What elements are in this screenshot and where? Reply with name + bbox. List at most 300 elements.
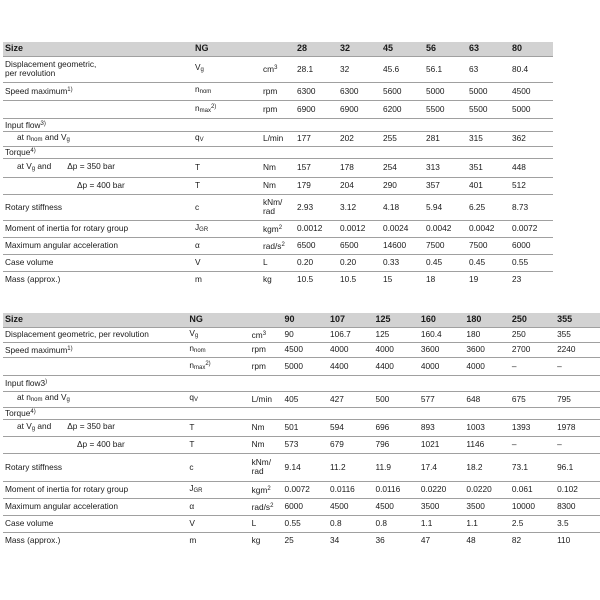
value-cell (328, 436, 373, 453)
value: 594 (330, 422, 344, 432)
value-cell (464, 375, 510, 391)
value-cell (510, 453, 555, 481)
label-text: Speed maximum (5, 344, 68, 355)
value: 8300 (557, 501, 576, 511)
row-unit (261, 100, 295, 118)
value: 5000 (512, 103, 531, 114)
value-cell (555, 436, 600, 453)
value-cell (467, 194, 510, 220)
value: 6000 (512, 240, 531, 250)
value: 0.8 (330, 518, 342, 528)
header-col (338, 42, 381, 56)
value-cell (510, 146, 553, 158)
value: 3500 (466, 501, 485, 511)
value-cell (328, 342, 373, 357)
row-symbol (187, 375, 249, 391)
value: 6500 (340, 240, 359, 250)
value: 500 (375, 393, 390, 404)
value-cell (467, 220, 510, 237)
unit: rpm (251, 344, 266, 354)
pressure-label: Δp = 400 bar (77, 439, 125, 449)
value: 110 (557, 535, 571, 546)
value-cell (295, 158, 338, 177)
value-cell (373, 515, 418, 532)
unit-sup: 2 (278, 224, 283, 231)
table-row (3, 532, 600, 549)
value: 5500 (426, 103, 445, 114)
table-row (3, 419, 600, 436)
table-row (3, 177, 553, 194)
value: 1.1 (420, 518, 433, 528)
symbol: α (189, 501, 195, 511)
table-row (3, 82, 553, 100)
value: 795 (557, 393, 571, 404)
value-cell (464, 357, 510, 375)
value: 5600 (383, 85, 402, 96)
value: 10.5 (340, 274, 357, 285)
value: 45.6 (383, 63, 400, 74)
row-symbol (193, 131, 261, 146)
header-size (3, 313, 187, 327)
unit-sup: 2 (270, 502, 274, 509)
row-label (3, 436, 187, 453)
value-cell (373, 498, 418, 515)
unit: L/min (251, 393, 272, 404)
header-col (510, 42, 553, 56)
value: 18.2 (466, 461, 483, 472)
value: 0.45 (426, 257, 443, 267)
value-cell (467, 254, 510, 271)
value-cell (419, 391, 465, 407)
value: 180 (466, 329, 481, 339)
header-ng (187, 313, 249, 327)
symbol-sub: g (194, 332, 199, 339)
size-value: 32 (340, 43, 351, 54)
footnote-ref: 4) (30, 148, 36, 154)
value: 179 (297, 180, 311, 190)
value: 4500 (284, 344, 303, 354)
value-cell (424, 146, 467, 158)
row-label (3, 391, 187, 407)
label-text: Displacement geometric, per revolution (5, 329, 149, 339)
value: 48 (466, 535, 476, 546)
symbol: T (189, 439, 195, 449)
value-cell (424, 131, 467, 146)
value-cell (419, 436, 465, 453)
size-value: 160 (420, 314, 436, 325)
table-row (3, 194, 553, 220)
unit-sup: 2 (267, 485, 271, 492)
value: 448 (512, 162, 526, 172)
value: 14600 (383, 240, 407, 250)
footnote-ref: 1) (67, 345, 73, 352)
row-unit (261, 271, 295, 288)
unit: Nm (263, 162, 276, 172)
symbol: V (195, 257, 201, 267)
value: 0.33 (383, 257, 400, 267)
row-symbol (193, 56, 261, 82)
value-cell (510, 237, 553, 254)
value-cell (338, 100, 381, 118)
unit: kNm/ (251, 457, 271, 467)
label-text: Moment of inertia for rotary group (5, 484, 129, 494)
value: 178 (340, 162, 354, 172)
value: 4000 (420, 360, 440, 371)
value-cell (295, 82, 338, 100)
value-cell (381, 56, 424, 82)
row-unit (250, 342, 283, 357)
row-symbol (187, 436, 249, 453)
value: 5000 (469, 85, 488, 96)
value: 427 (330, 393, 344, 404)
row-symbol (187, 532, 249, 549)
value-cell (555, 375, 600, 391)
value: 10.5 (297, 274, 314, 285)
value: 6900 (340, 103, 359, 114)
value-cell (338, 131, 381, 146)
value-cell (424, 220, 467, 237)
value: 2240 (557, 344, 576, 354)
row-symbol (187, 407, 249, 419)
value-cell (419, 375, 465, 391)
label-line: Displacement geometric, (5, 59, 97, 69)
value-cell (381, 177, 424, 194)
value: 10000 (511, 501, 535, 511)
row-unit (261, 194, 295, 220)
value-cell (467, 118, 510, 131)
value-cell (283, 436, 329, 453)
value: 202 (340, 133, 354, 143)
row-unit (250, 481, 283, 498)
value-cell (338, 177, 381, 194)
symbol-sub: nom (193, 347, 206, 354)
unit: rad/s (251, 501, 271, 512)
value-cell (373, 327, 418, 342)
row-symbol (187, 515, 249, 532)
value: 313 (426, 162, 440, 172)
value: 577 (420, 393, 435, 404)
value-cell (338, 118, 381, 131)
table-row (3, 237, 553, 254)
value-cell (419, 532, 465, 549)
symbol: α (195, 240, 200, 250)
symbol-sub: nom (199, 89, 212, 95)
value-cell (510, 327, 555, 342)
value-cell (381, 237, 424, 254)
value: 18 (426, 274, 436, 285)
row-symbol (187, 342, 249, 357)
value-cell (338, 82, 381, 100)
value-cell (373, 407, 418, 419)
footnote-ref: ) (45, 379, 48, 385)
value-cell (338, 194, 381, 220)
table-row (3, 56, 553, 82)
value: 34 (330, 535, 340, 546)
value-cell (464, 481, 510, 498)
label-sub: g (66, 397, 70, 403)
row-label (3, 532, 187, 549)
value-cell (467, 82, 510, 100)
value: 281 (426, 133, 440, 143)
value: 405 (284, 393, 299, 404)
value-cell (381, 131, 424, 146)
value: 0.0072 (512, 223, 538, 233)
value-cell (467, 271, 510, 288)
unit-sup: 2 (281, 241, 285, 248)
value-cell (381, 146, 424, 158)
symbol: T (195, 180, 201, 190)
unit: L (263, 257, 268, 267)
value-cell (510, 56, 553, 82)
label-sub: g (66, 136, 70, 143)
row-unit (250, 375, 283, 391)
value-cell (510, 436, 555, 453)
value: 47 (420, 535, 431, 546)
value: 4500 (375, 501, 394, 511)
row-unit (250, 515, 283, 532)
unit: rad (263, 206, 275, 216)
value: 0.102 (557, 484, 578, 494)
value: 5000 (426, 85, 445, 96)
value-cell (419, 453, 465, 481)
footnote-ref: 1) (67, 87, 73, 93)
row-unit (250, 436, 283, 453)
value-cell (419, 357, 465, 375)
value: 157 (297, 162, 311, 172)
value-cell (424, 82, 467, 100)
value-cell (555, 532, 600, 549)
row-label (3, 375, 187, 391)
value-cell (283, 375, 329, 391)
value: 0.55 (512, 257, 529, 267)
symbol-sub: g (200, 67, 204, 73)
row-symbol (193, 271, 261, 288)
symbol-sub: V (199, 136, 204, 143)
row-unit (261, 177, 295, 194)
value-cell (555, 342, 600, 357)
value: 82 (511, 535, 522, 546)
row-unit (261, 146, 295, 158)
unit: cm (263, 64, 275, 74)
value-cell (555, 498, 600, 515)
value: 4400 (330, 360, 349, 371)
spec-table-2 (3, 313, 600, 549)
header-size (3, 42, 193, 56)
spec-table-1 (3, 42, 553, 288)
row-symbol (193, 237, 261, 254)
value-cell (424, 158, 467, 177)
value: 4500 (512, 85, 531, 96)
value-cell (510, 194, 553, 220)
value-cell (510, 131, 553, 146)
symbol-sub: max (193, 364, 206, 371)
row-unit (261, 131, 295, 146)
row-label (3, 481, 187, 498)
value-cell (424, 254, 467, 271)
value-cell (338, 237, 381, 254)
table-row (3, 498, 600, 515)
value: 0.20 (340, 257, 357, 267)
row-label (3, 453, 187, 481)
value-cell (373, 532, 418, 549)
footnote-ref: 2) (210, 103, 217, 110)
row-label (3, 194, 193, 220)
value-cell (424, 271, 467, 288)
row-unit (261, 220, 295, 237)
value-cell (424, 100, 467, 118)
value-cell (338, 220, 381, 237)
header-ng (193, 42, 261, 56)
footnote-ref: 2) (205, 360, 211, 367)
value-cell (381, 82, 424, 100)
value-cell (295, 118, 338, 131)
label-text: Torque (5, 408, 31, 418)
value-cell (373, 481, 418, 498)
value-cell (464, 515, 510, 532)
label-sub: nom (30, 136, 43, 143)
header-col (373, 313, 418, 327)
value: 28.1 (297, 63, 314, 74)
row-label (3, 327, 187, 342)
table-row (3, 158, 553, 177)
value-cell (338, 146, 381, 158)
value: 6000 (284, 501, 303, 511)
unit: cm (251, 329, 263, 340)
value-cell (295, 56, 338, 82)
row-unit (250, 357, 283, 375)
label-text: Maximum angular acceleration (5, 240, 118, 250)
value: 4500 (330, 501, 349, 511)
label-text: and V (42, 131, 67, 142)
value: 3600 (420, 344, 440, 354)
value-cell (283, 407, 329, 419)
value-cell (464, 391, 510, 407)
value: 255 (383, 133, 397, 143)
value: 7500 (469, 240, 488, 250)
unit: kg (263, 274, 272, 285)
value: 17.4 (420, 461, 438, 472)
row-symbol (193, 100, 261, 118)
value-cell (373, 419, 418, 436)
value-cell (510, 407, 555, 419)
label-text: Rotary stiffness (5, 201, 63, 212)
value: 19 (469, 274, 479, 285)
label-text: Moment of inertia for rotary group (5, 223, 129, 233)
footnote-ref: 3) (40, 120, 46, 127)
value: 679 (330, 439, 344, 449)
value-cell (464, 327, 510, 342)
table-row (3, 407, 600, 419)
value: 351 (469, 162, 483, 172)
value-cell (467, 131, 510, 146)
value-cell (373, 436, 418, 453)
row-label (3, 56, 193, 82)
value: 315 (469, 133, 483, 143)
symbol: q (189, 392, 194, 402)
value: 0.0012 (297, 223, 323, 233)
size-value: 250 (511, 314, 527, 325)
header-col (283, 313, 329, 327)
value-cell (424, 177, 467, 194)
symbol: c (195, 201, 200, 212)
value-cell (464, 453, 510, 481)
pressure-label: Δp = 350 bar (67, 420, 116, 431)
value-cell (424, 56, 467, 82)
value: 4000 (466, 360, 485, 371)
row-symbol (193, 118, 261, 131)
value: 5.94 (426, 201, 443, 212)
label-text: Case volume (5, 257, 54, 267)
value: 160.4 (420, 329, 442, 339)
header-size-label: Size (5, 314, 24, 325)
row-unit (250, 498, 283, 515)
value-cell (338, 56, 381, 82)
value: 290 (383, 180, 397, 190)
value-cell (467, 158, 510, 177)
value: 23 (512, 274, 522, 285)
value: 90 (284, 329, 294, 339)
value: 4400 (375, 360, 394, 371)
header-col (328, 313, 373, 327)
row-symbol (193, 82, 261, 100)
size-value: 90 (284, 314, 295, 325)
symbol-sub: GR (193, 487, 203, 494)
value-cell (510, 532, 555, 549)
row-symbol (187, 357, 249, 375)
symbol: m (189, 535, 197, 546)
unit-sup: 3 (274, 65, 278, 71)
value-cell (510, 220, 553, 237)
value-cell (328, 391, 373, 407)
value-cell (283, 498, 329, 515)
value-cell (467, 100, 510, 118)
pressure-label: Δp = 400 bar (77, 180, 125, 190)
value: 512 (512, 180, 526, 190)
value: 56.1 (426, 63, 443, 74)
value: 6.25 (469, 201, 486, 212)
value-cell (464, 342, 510, 357)
value-cell (555, 481, 600, 498)
value-cell (555, 419, 600, 436)
value-cell (555, 391, 600, 407)
value-cell (510, 82, 553, 100)
value: 6300 (297, 85, 316, 96)
symbol-sub: GR (199, 226, 209, 233)
value-cell (328, 481, 373, 498)
value: 3.5 (557, 518, 569, 528)
row-symbol (187, 498, 249, 515)
symbol: n (189, 359, 194, 370)
symbol: V (189, 327, 195, 338)
value-cell (328, 498, 373, 515)
label-text: Torque (5, 147, 31, 157)
symbol: n (195, 84, 200, 94)
value-cell (328, 327, 373, 342)
row-unit (250, 453, 283, 481)
header-col (381, 42, 424, 56)
value: 2700 (511, 344, 531, 354)
header-unit (250, 313, 283, 327)
unit: Nm (251, 422, 265, 432)
row-unit (250, 327, 283, 342)
header-col (464, 313, 510, 327)
value-cell (373, 375, 418, 391)
value-cell (295, 220, 338, 237)
size-value: 56 (426, 43, 437, 54)
value: 204 (340, 180, 354, 190)
value-cell (510, 515, 555, 532)
row-label (3, 357, 187, 375)
